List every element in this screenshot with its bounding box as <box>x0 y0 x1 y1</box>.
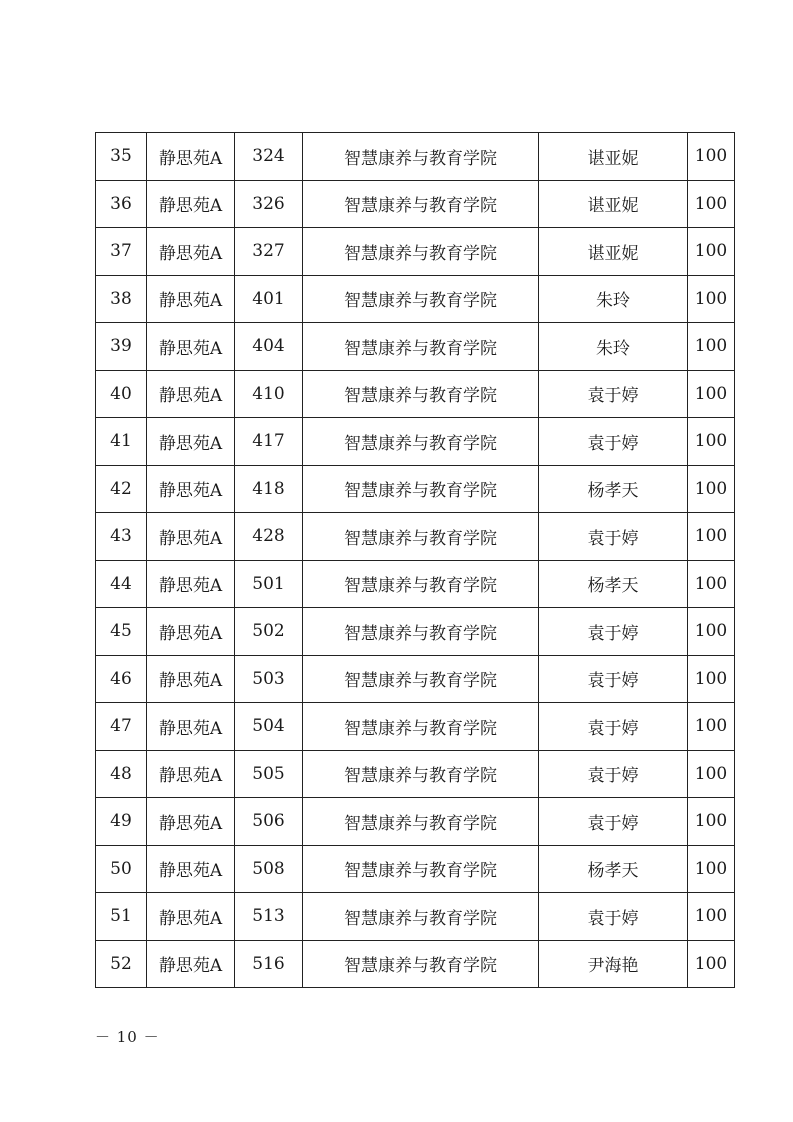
row-number-cell: 46 <box>96 655 147 703</box>
college-cell: 智慧康养与教育学院 <box>303 940 539 988</box>
person-name-cell: 袁于婷 <box>539 798 688 846</box>
score-cell: 100 <box>688 465 735 513</box>
person-name-cell: 尹海艳 <box>539 940 688 988</box>
college-cell: 智慧康养与教育学院 <box>303 608 539 656</box>
score-cell: 100 <box>688 940 735 988</box>
row-number-cell: 40 <box>96 370 147 418</box>
college-cell: 智慧康养与教育学院 <box>303 418 539 466</box>
table-row <box>96 133 735 181</box>
row-number-cell: 39 <box>96 323 147 371</box>
building-cell: 静思苑A <box>147 798 235 846</box>
table-row <box>96 370 735 418</box>
row-number-cell: 42 <box>96 465 147 513</box>
table-row <box>96 513 735 561</box>
college-cell: 智慧康养与教育学院 <box>303 845 539 893</box>
score-cell: 100 <box>688 180 735 228</box>
room-cell: 326 <box>235 180 303 228</box>
table-body <box>96 133 735 988</box>
room-cell: 502 <box>235 608 303 656</box>
score-cell: 100 <box>688 275 735 323</box>
college-cell: 智慧康养与教育学院 <box>303 275 539 323</box>
building-cell: 静思苑A <box>147 513 235 561</box>
table-row <box>96 418 735 466</box>
room-cell: 404 <box>235 323 303 371</box>
room-cell: 506 <box>235 798 303 846</box>
dormitory-score-table <box>95 132 735 988</box>
score-cell: 100 <box>688 703 735 751</box>
building-cell: 静思苑A <box>147 608 235 656</box>
college-cell: 智慧康养与教育学院 <box>303 370 539 418</box>
table-row <box>96 180 735 228</box>
table-row <box>96 940 735 988</box>
person-name-cell: 杨孝天 <box>539 465 688 513</box>
table-row <box>96 560 735 608</box>
college-cell: 智慧康养与教育学院 <box>303 323 539 371</box>
room-cell: 418 <box>235 465 303 513</box>
person-name-cell: 袁于婷 <box>539 703 688 751</box>
row-number-cell: 48 <box>96 750 147 798</box>
row-number-cell: 43 <box>96 513 147 561</box>
room-cell: 401 <box>235 275 303 323</box>
room-cell: 327 <box>235 228 303 276</box>
person-name-cell: 袁于婷 <box>539 418 688 466</box>
person-name-cell: 谌亚妮 <box>539 228 688 276</box>
room-cell: 410 <box>235 370 303 418</box>
room-cell: 513 <box>235 893 303 941</box>
room-cell: 501 <box>235 560 303 608</box>
score-cell: 100 <box>688 655 735 703</box>
college-cell: 智慧康养与教育学院 <box>303 465 539 513</box>
table-row <box>96 750 735 798</box>
row-number-cell: 49 <box>96 798 147 846</box>
score-cell: 100 <box>688 370 735 418</box>
score-cell: 100 <box>688 893 735 941</box>
college-cell: 智慧康养与教育学院 <box>303 228 539 276</box>
college-cell: 智慧康养与教育学院 <box>303 180 539 228</box>
table-row <box>96 275 735 323</box>
person-name-cell: 袁于婷 <box>539 750 688 798</box>
building-cell: 静思苑A <box>147 465 235 513</box>
row-number-cell: 45 <box>96 608 147 656</box>
table-row <box>96 893 735 941</box>
person-name-cell: 袁于婷 <box>539 370 688 418</box>
building-cell: 静思苑A <box>147 750 235 798</box>
room-cell: 508 <box>235 845 303 893</box>
building-cell: 静思苑A <box>147 133 235 181</box>
person-name-cell: 朱玲 <box>539 323 688 371</box>
room-cell: 503 <box>235 655 303 703</box>
score-cell: 100 <box>688 228 735 276</box>
building-cell: 静思苑A <box>147 180 235 228</box>
room-cell: 504 <box>235 703 303 751</box>
table-row <box>96 228 735 276</box>
score-cell: 100 <box>688 418 735 466</box>
room-cell: 417 <box>235 418 303 466</box>
score-cell: 100 <box>688 560 735 608</box>
person-name-cell: 袁于婷 <box>539 655 688 703</box>
score-cell: 100 <box>688 323 735 371</box>
building-cell: 静思苑A <box>147 370 235 418</box>
building-cell: 静思苑A <box>147 418 235 466</box>
person-name-cell: 谌亚妮 <box>539 133 688 181</box>
college-cell: 智慧康养与教育学院 <box>303 798 539 846</box>
building-cell: 静思苑A <box>147 940 235 988</box>
building-cell: 静思苑A <box>147 703 235 751</box>
score-cell: 100 <box>688 513 735 561</box>
person-name-cell: 杨孝天 <box>539 845 688 893</box>
building-cell: 静思苑A <box>147 275 235 323</box>
person-name-cell: 朱玲 <box>539 275 688 323</box>
row-number-cell: 51 <box>96 893 147 941</box>
row-number-cell: 36 <box>96 180 147 228</box>
building-cell: 静思苑A <box>147 560 235 608</box>
row-number-cell: 41 <box>96 418 147 466</box>
college-cell: 智慧康养与教育学院 <box>303 703 539 751</box>
table-row <box>96 655 735 703</box>
person-name-cell: 杨孝天 <box>539 560 688 608</box>
table-row <box>96 323 735 371</box>
college-cell: 智慧康养与教育学院 <box>303 655 539 703</box>
score-cell: 100 <box>688 798 735 846</box>
building-cell: 静思苑A <box>147 845 235 893</box>
college-cell: 智慧康养与教育学院 <box>303 893 539 941</box>
table-row <box>96 845 735 893</box>
row-number-cell: 50 <box>96 845 147 893</box>
dormitory-score-table-container <box>95 132 734 988</box>
building-cell: 静思苑A <box>147 228 235 276</box>
row-number-cell: 47 <box>96 703 147 751</box>
building-cell: 静思苑A <box>147 893 235 941</box>
person-name-cell: 袁于婷 <box>539 893 688 941</box>
room-cell: 324 <box>235 133 303 181</box>
table-row <box>96 703 735 751</box>
building-cell: 静思苑A <box>147 323 235 371</box>
row-number-cell: 44 <box>96 560 147 608</box>
table-row <box>96 608 735 656</box>
room-cell: 428 <box>235 513 303 561</box>
college-cell: 智慧康养与教育学院 <box>303 750 539 798</box>
building-cell: 静思苑A <box>147 655 235 703</box>
college-cell: 智慧康养与教育学院 <box>303 513 539 561</box>
room-cell: 505 <box>235 750 303 798</box>
row-number-cell: 38 <box>96 275 147 323</box>
college-cell: 智慧康养与教育学院 <box>303 560 539 608</box>
score-cell: 100 <box>688 608 735 656</box>
row-number-cell: 37 <box>96 228 147 276</box>
row-number-cell: 52 <box>96 940 147 988</box>
table-row <box>96 465 735 513</box>
row-number-cell: 35 <box>96 133 147 181</box>
page-number: － 10 － <box>95 1028 160 1046</box>
room-cell: 516 <box>235 940 303 988</box>
person-name-cell: 谌亚妮 <box>539 180 688 228</box>
score-cell: 100 <box>688 845 735 893</box>
score-cell: 100 <box>688 133 735 181</box>
person-name-cell: 袁于婷 <box>539 608 688 656</box>
score-cell: 100 <box>688 750 735 798</box>
person-name-cell: 袁于婷 <box>539 513 688 561</box>
college-cell: 智慧康养与教育学院 <box>303 133 539 181</box>
table-row <box>96 798 735 846</box>
